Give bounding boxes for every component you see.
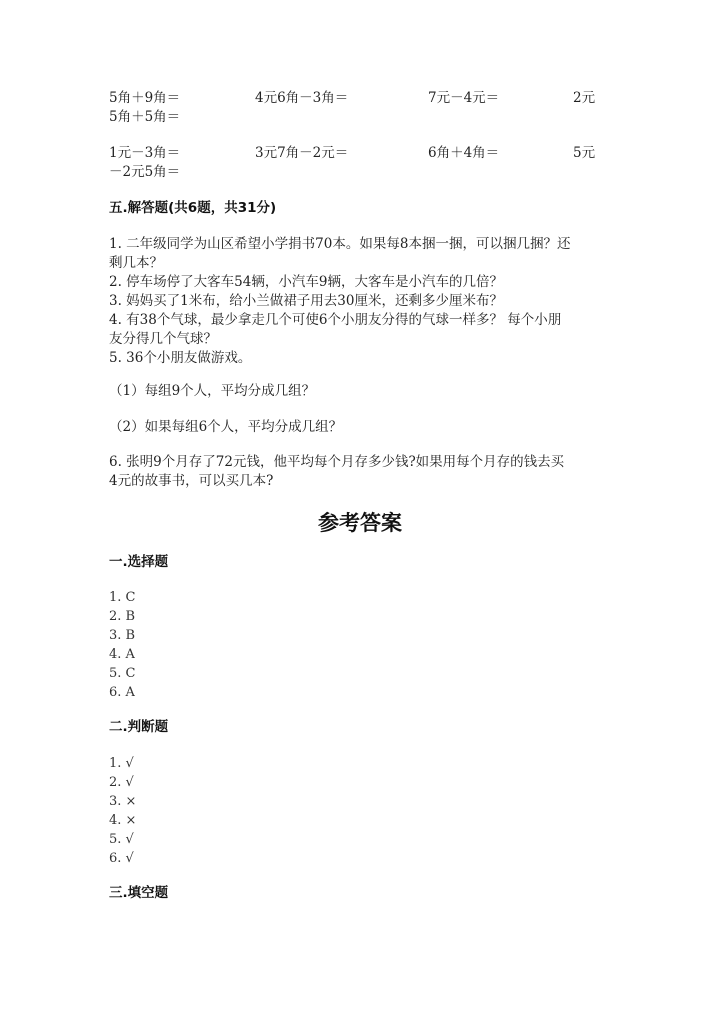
question-line: 2. 停车场停了大客车54辆，小汽车9辆，大客车是小汽车的几倍？ xyxy=(109,274,503,290)
answer-item: 1. √ xyxy=(109,756,134,771)
exercise-cell: 5角＋9角＝ xyxy=(109,90,181,106)
section-heading-choice: 一.选择题 xyxy=(109,554,169,570)
question-line: 6. 张明9个月存了72元钱，他平均每个月存多少钱?如果用每个月存的钱去买 xyxy=(109,454,565,470)
sub-question: （1）每组9个人，平均分成几组？ xyxy=(109,383,316,399)
section-heading-fill: 三.填空题 xyxy=(109,885,169,901)
exercise-cell: 3元7角－2元＝ xyxy=(255,145,349,161)
exercise-cell-wrap: －2元5角＝ xyxy=(109,164,181,180)
answer-item: 4. A xyxy=(109,647,135,662)
answer-item: 4. × xyxy=(109,813,137,828)
question-line: 4元的故事书，可以买几本? xyxy=(109,473,274,489)
question-line: 5. 36个小朋友做游戏。 xyxy=(109,350,252,366)
answer-item: 3. B xyxy=(109,628,136,643)
answer-item: 3. × xyxy=(109,794,137,809)
answer-item: 2. B xyxy=(109,609,136,624)
exercise-cell: 2元 xyxy=(573,90,596,106)
exercise-cell: 1元－3角＝ xyxy=(109,145,181,161)
section-heading: 五.解答题(共6题，共31分) xyxy=(109,200,277,216)
exercise-cell: 5元 xyxy=(573,145,596,161)
exercise-cell-wrap: 5角＋5角＝ xyxy=(109,109,181,125)
exercise-cell: 4元6角－3角＝ xyxy=(255,90,349,106)
section-heading-judge: 二.判断题 xyxy=(109,719,169,735)
answers-title: 参考答案 xyxy=(318,511,402,535)
question-line: 4. 有38个气球，最少拿走几个可使6个小朋友分得的气球一样多？ 每个小朋 xyxy=(109,312,562,328)
answer-item: 6. √ xyxy=(109,851,134,866)
answer-item: 5. √ xyxy=(109,832,134,847)
exercise-cell: 7元－4元＝ xyxy=(428,90,500,106)
answer-item: 6. A xyxy=(109,685,135,700)
answer-item: 5. C xyxy=(109,666,136,681)
question-line: 1. 二年级同学为山区希望小学捐书70本。如果每8本捆一捆，可以捆几捆？还 xyxy=(109,236,571,252)
answer-item: 1. C xyxy=(109,590,136,605)
exercise-cell: 6角＋4角＝ xyxy=(428,145,500,161)
sub-question: （2）如果每组6个人，平均分成几组？ xyxy=(109,419,343,435)
question-line: 剩几本？ xyxy=(109,255,163,271)
answer-item: 2. √ xyxy=(109,775,134,790)
question-line: 友分得几个气球？ xyxy=(109,331,217,347)
question-line: 3. 妈妈买了1米布，给小兰做裙子用去30厘米，还剩多少厘米布？ xyxy=(109,293,503,309)
